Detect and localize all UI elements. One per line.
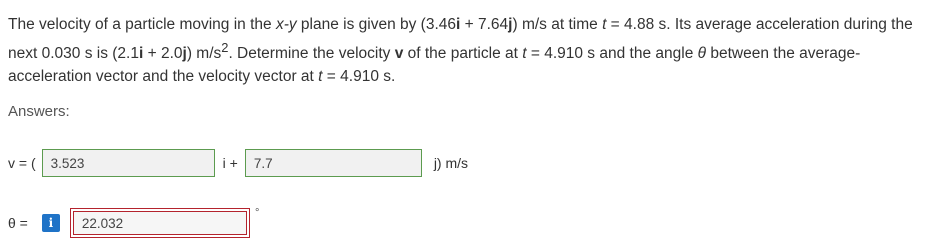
unit-vector-j: j [508,16,513,33]
velocity-j-input[interactable] [245,149,422,177]
problem-text: + 7.64 [460,16,509,33]
velocity-j-value: 7.7 [253,155,273,171]
time-symbol: t [602,16,607,33]
velocity-i-input[interactable] [42,149,215,177]
velocity-unit-label: j) m/s [433,155,469,171]
answers-heading: Answers: [8,103,70,120]
theta-value: 22.032 [81,215,124,231]
problem-text: ) m/s [186,45,222,63]
unit-vector-j: j [182,45,187,63]
degree-unit-label: ° [255,207,260,219]
theta-input[interactable] [73,211,247,235]
problem-text: The velocity of a particle moving in the [8,16,276,33]
problem-text: of the particle at [403,45,523,63]
velocity-answer-row [8,148,468,178]
problem-statement [8,13,938,88]
theta-answer-row [8,208,250,238]
theta-label: θ = [8,215,28,231]
exponent: 2 [221,40,229,55]
velocity-symbol: v [394,45,404,63]
problem-text: . Determine the velocity [228,45,395,63]
info-icon[interactable]: i [42,214,60,232]
time-symbol: t [522,45,527,63]
problem-text: = 4.88 s. Its average acceleration during the next 0.030 s is (2.1 [8,16,913,63]
theta-symbol: θ [697,45,707,63]
velocity-i-value: 3.523 [50,155,85,171]
unit-vector-i: i [138,45,144,63]
theta-input-frame [70,208,250,238]
problem-text: between the average-acceleration vector and the velocity vector at [8,45,861,86]
problem-text: = 4.910 s and the angle [526,45,698,63]
velocity-label: v = ( [8,155,36,171]
unit-vector-i: i [456,16,461,33]
time-symbol: t [318,68,323,86]
i-plus-label: i + [222,155,238,171]
problem-text: + 2.0 [143,45,183,63]
problem-text: plane is given by (3.46 [296,16,457,33]
problem-text: x-y [275,16,297,33]
problem-text: ) m/s at time [512,16,603,33]
problem-text: = 4.910 s. [322,68,396,86]
